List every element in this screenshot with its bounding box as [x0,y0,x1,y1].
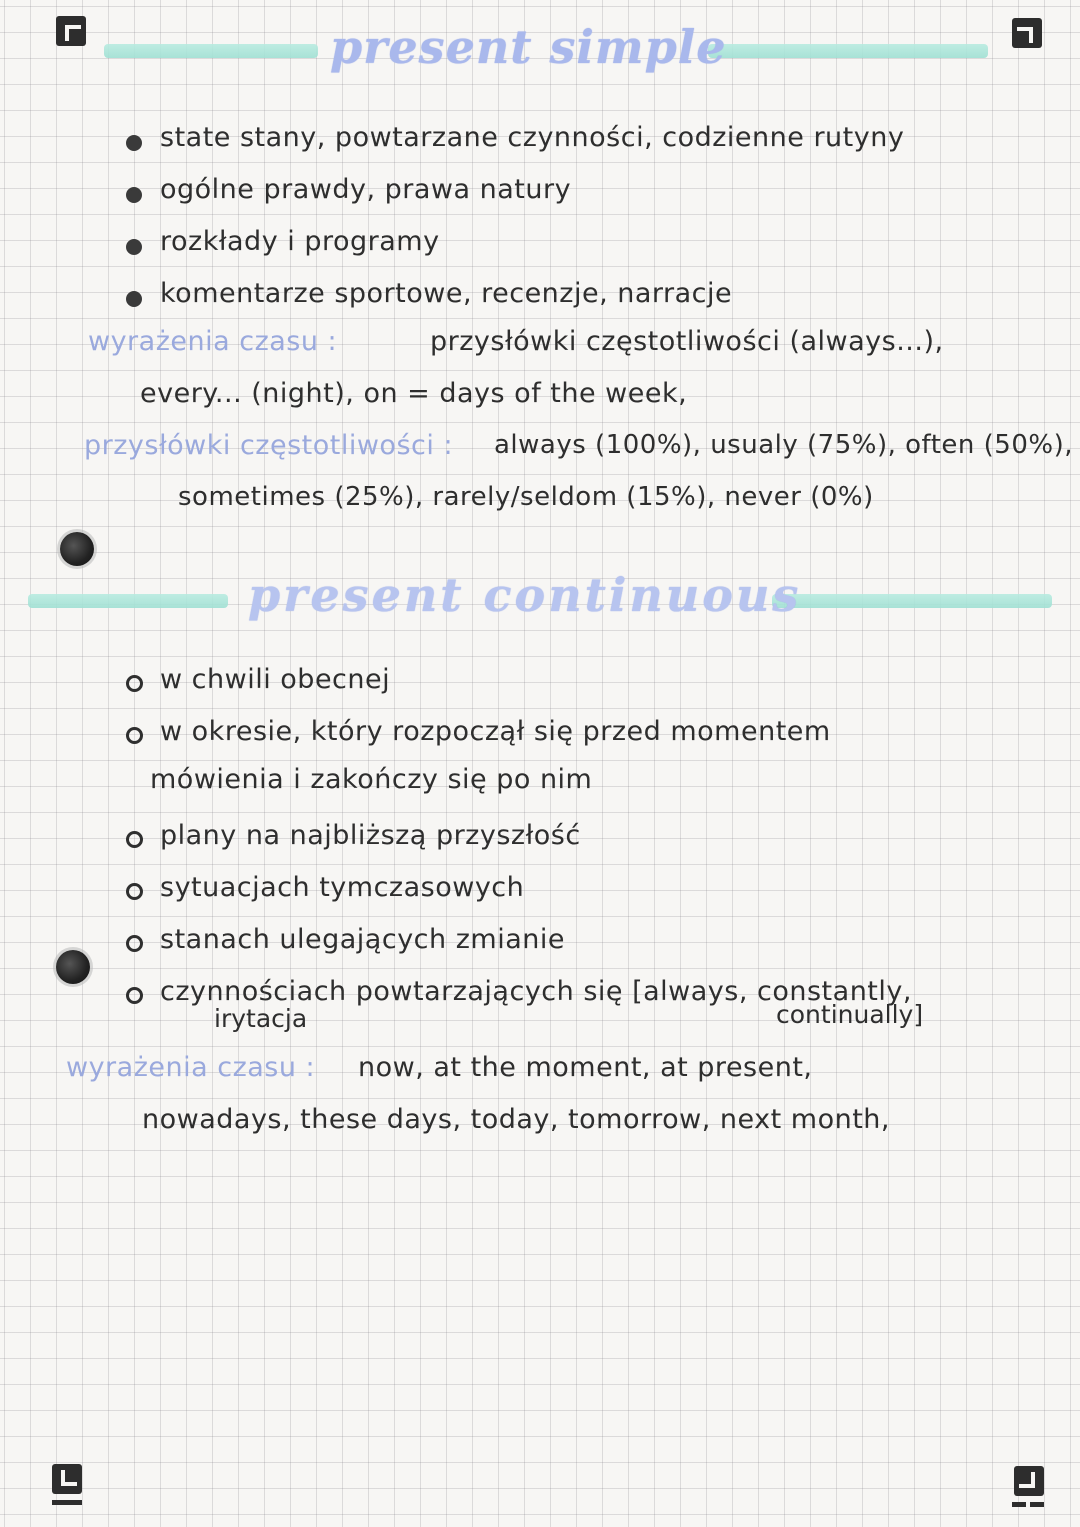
list-item-continuation: mówienia i zakończy się po nim [150,764,593,795]
time-expressions-label: wyrażenia czasu : [88,326,338,357]
binder-hole-upper [60,532,94,566]
section-title-present-simple: present simple [330,20,727,74]
frequency-adverbs-line-1: always (100%), usualy (75%), often (50%), [494,430,1073,460]
frequency-adverbs-line-2: sometimes (25%), rarely/seldom (15%), never (0%) [178,482,874,512]
time-expressions-line-2: every... (night), on = days of the week, [140,378,688,409]
corner-marker-bottom-right [1014,1466,1044,1496]
list-item: w chwili obecnej [124,656,831,708]
list-item: komentarze sportowe, recenzje, narracje [124,272,904,324]
present-simple-usage-list [124,116,904,324]
highlight-band-right-2 [772,594,1052,608]
corner-dash-bottom-left [52,1500,82,1505]
corner-marker-top-right [1012,18,1042,48]
corner-marker-bottom-left [52,1464,82,1494]
present-continuous-usage-list-cont [124,812,912,1020]
highlight-band-left-1 [104,44,318,58]
list-item: ogólne prawdy, prawa natury [124,168,904,220]
irritation-note: irytacja [214,1004,308,1033]
corner-dash-bottom-right-b [1030,1502,1044,1507]
time-expressions-line-1: przysłówki częstotliwości (always...), [430,326,944,357]
list-item: state stany, powtarzane czynności, codzienne rutyny [124,116,904,168]
corner-marker-top-left [56,16,86,46]
list-item: rozkłady i programy [124,220,904,272]
list-item: w okresie, który rozpoczął się przed momentem [124,708,831,760]
time-expressions-2-line-2: nowadays, these days, today, tomorrow, next month, [142,1104,890,1135]
binder-hole-lower [56,950,90,984]
section-title-present-continuous: present continuous [248,568,802,622]
highlight-band-right-1 [708,44,988,58]
highlight-band-left-2 [28,594,228,608]
frequency-adverbs-label: przysłówki częstotliwości : [84,430,454,461]
continually-note: continually] [776,1000,924,1029]
time-expressions-2-line-1: now, at the moment, at present, [358,1052,813,1083]
list-item: plany na najbliższą przyszłość [124,812,912,864]
corner-dash-bottom-right-a [1012,1502,1026,1507]
present-continuous-usage-list [124,656,831,760]
list-item: sytuacjach tymczasowych [124,864,912,916]
list-item: czynnościach powtarzających się [always, constantly, [124,968,912,1020]
list-item: stanach ulegających zmianie [124,916,912,968]
time-expressions-label-2: wyrażenia czasu : [66,1052,316,1083]
